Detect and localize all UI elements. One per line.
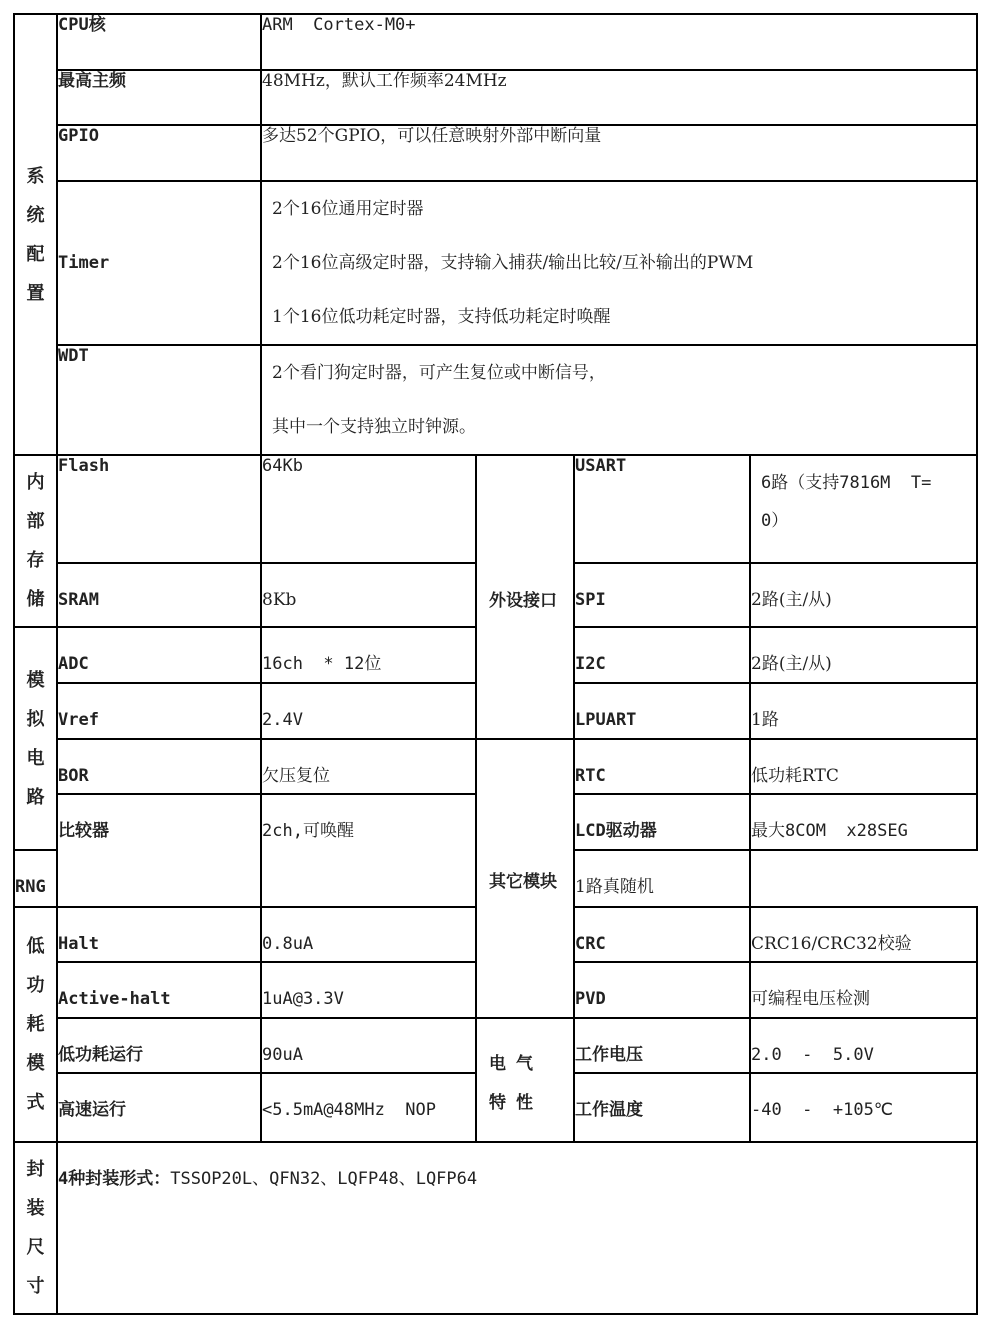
- freq-value: 48MHz，默认工作频率24MHz: [262, 71, 507, 91]
- flash-value: 64Kb: [262, 456, 303, 476]
- row-package: [14, 1142, 977, 1314]
- spec-table: [13, 13, 978, 1315]
- rtc-label: RTC: [575, 766, 606, 786]
- adc-value: 16ch * 12位: [262, 654, 382, 674]
- lp-run-value: 90uA: [262, 1045, 303, 1065]
- category-low-power-mode: 低功耗模式: [14, 907, 57, 1142]
- bor-label: BOR: [58, 766, 89, 786]
- comparator-label: 比较器: [58, 821, 109, 841]
- usart-line: 6路（支持7816M T=: [761, 473, 932, 493]
- wdt-line: 其中一个支持独立时钟源。: [272, 417, 476, 437]
- temperature-label: 工作温度: [575, 1100, 643, 1120]
- gpio-value: 多达52个GPIO，可以任意映射外部中断向量: [262, 126, 602, 146]
- usart-label: USART: [575, 456, 627, 476]
- lpuart-value: 1路: [751, 710, 779, 730]
- wdt-label: WDT: [58, 346, 89, 366]
- hs-run-value: <5.5mA@48MHz NOP: [262, 1100, 436, 1120]
- bor-value: 欠压复位: [262, 766, 330, 786]
- pvd-value: 可编程电压检测: [751, 989, 870, 1009]
- pvd-label: PVD: [575, 989, 606, 1009]
- row-timer: [14, 181, 977, 345]
- gpio-label: GPIO: [58, 126, 99, 146]
- row-wdt: [14, 345, 977, 455]
- temperature-value: -40 - +105℃: [751, 1100, 893, 1120]
- i2c-label: I2C: [575, 654, 606, 674]
- row-cpu: [14, 14, 977, 70]
- cpu-label: CPU核: [58, 15, 106, 35]
- package-label: 4种封装形式：: [58, 1169, 171, 1189]
- row-lp-run: [14, 1018, 977, 1073]
- lp-run-label: 低功耗运行: [58, 1045, 143, 1065]
- wdt-line: 2个看门狗定时器，可产生复位或中断信号，: [272, 363, 606, 383]
- rng-label: RNG: [15, 877, 46, 897]
- lcd-value: 最大8COM x28SEG: [751, 821, 908, 841]
- row-flash: [14, 455, 977, 563]
- adc-label: ADC: [58, 654, 89, 674]
- row-gpio: [14, 125, 977, 181]
- package-value: TSSOP20L、QFN32、LQFP48、LQFP64: [170, 1169, 478, 1189]
- freq-label: 最高主频: [58, 71, 126, 91]
- spi-label: SPI: [575, 590, 606, 610]
- usart-line: 0）: [761, 511, 789, 531]
- lcd-label: LCD驱动器: [575, 821, 657, 841]
- category-analog-circuit: 模拟电路: [14, 627, 57, 850]
- comparator-value: 2ch,可唤醒: [262, 821, 354, 841]
- crc-value: CRC16/CRC32校验: [751, 934, 912, 954]
- category-system-config: 系统配置: [14, 14, 57, 455]
- timer-line: 2个16位高级定时器，支持输入捕获/输出比较/互补输出的PWM: [272, 253, 754, 273]
- spi-value: 2路(主/从): [751, 590, 832, 610]
- active-halt-label: Active-halt: [58, 989, 171, 1009]
- category-internal-storage: 内部存储: [14, 455, 57, 627]
- vref-label: Vref: [58, 710, 99, 730]
- hs-run-label: 高速运行: [58, 1100, 126, 1120]
- row-bor: [14, 739, 977, 794]
- voltage-label: 工作电压: [575, 1045, 643, 1065]
- timer-line: 2个16位通用定时器: [272, 199, 424, 219]
- voltage-value: 2.0 - 5.0V: [751, 1045, 874, 1065]
- flash-label: Flash: [58, 456, 110, 476]
- cpu-value: ARM Cortex-M0+: [262, 15, 416, 35]
- lpuart-label: LPUART: [575, 710, 637, 730]
- row-freq: [14, 70, 977, 125]
- active-halt-value: 1uA@3.3V: [262, 989, 344, 1009]
- i2c-value: 2路(主/从): [751, 654, 832, 674]
- crc-label: CRC: [575, 934, 606, 954]
- vref-value: 2.4V: [262, 710, 303, 730]
- timer-line: 1个16位低功耗定时器，支持低功耗定时唤醒: [272, 307, 611, 327]
- rng-value: 1路真随机: [575, 877, 654, 897]
- sram-value: 8Kb: [262, 590, 297, 610]
- sram-label: SRAM: [58, 590, 99, 610]
- timer-label: Timer: [58, 252, 110, 273]
- halt-value: 0.8uA: [262, 934, 314, 954]
- halt-label: Halt: [58, 934, 99, 954]
- category-package-size: 封装尺寸: [14, 1142, 57, 1314]
- group-peripheral-interface: 外设接口: [476, 455, 574, 739]
- group-electrical-specs: 电气特性: [476, 1018, 574, 1142]
- group-other-modules: 其它模块: [476, 739, 574, 1018]
- rtc-value: 低功耗RTC: [751, 766, 839, 786]
